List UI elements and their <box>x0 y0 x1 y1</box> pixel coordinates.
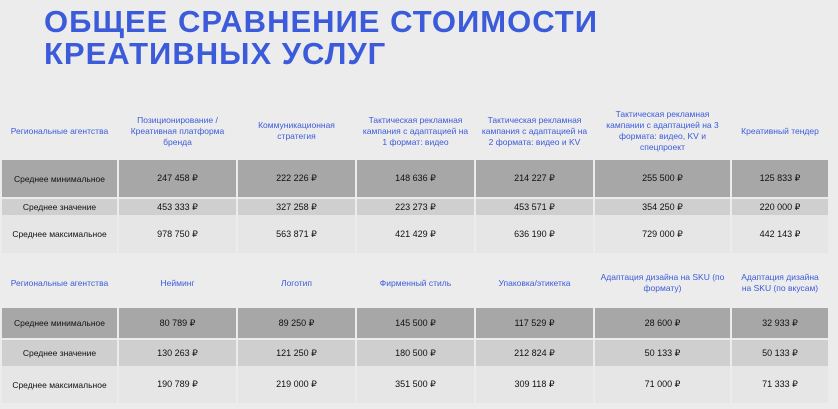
table-cell: 190 789 ₽ <box>119 366 236 403</box>
table-cell: 80 789 ₽ <box>119 308 236 338</box>
table-header-row <box>2 102 828 160</box>
table-cell: 32 933 ₽ <box>732 308 828 338</box>
table-cell: 71 333 ₽ <box>732 366 828 403</box>
table-cell: 247 458 ₽ <box>119 160 236 197</box>
table-cell: 148 636 ₽ <box>357 160 474 197</box>
header-cell: Региональные агентства <box>10 125 109 136</box>
table-cell: 89 250 ₽ <box>238 308 355 338</box>
header-cell: Позиционирование / Креативная платформа бренда <box>130 114 225 147</box>
row-label: Среднее значение <box>2 340 117 366</box>
table-header-row <box>2 258 828 308</box>
table-cell: 453 333 ₽ <box>119 199 236 215</box>
strategy-cost-table <box>0 102 830 253</box>
table-row <box>2 160 828 197</box>
table-cell: 351 500 ₽ <box>357 366 474 403</box>
table-cell: 212 824 ₽ <box>476 340 593 366</box>
table-cell: 28 600 ₽ <box>595 308 730 338</box>
table-cell: 255 500 ₽ <box>595 160 730 197</box>
row-label: Среднее минимальное <box>2 308 117 338</box>
table-row <box>2 366 828 403</box>
table-cell: 563 871 ₽ <box>238 215 355 253</box>
table-cell: 71 000 ₽ <box>595 366 730 403</box>
header-cell: Упаковка/этикетка <box>498 277 571 288</box>
table-cell: 729 000 ₽ <box>595 215 730 253</box>
table-cell: 421 429 ₽ <box>357 215 474 253</box>
table-row <box>2 308 828 338</box>
table-cell: 50 133 ₽ <box>595 340 730 366</box>
table-cell: 130 263 ₽ <box>119 340 236 366</box>
header-cell: Коммуникационная стратегия <box>258 120 335 141</box>
title-line-1: ОБЩЕЕ СРАВНЕНИЕ СТОИМОСТИ <box>44 4 599 39</box>
header-cell: Креативный тендер <box>741 125 819 136</box>
table-cell: 354 250 ₽ <box>595 199 730 215</box>
table-cell: 50 133 ₽ <box>732 340 828 366</box>
table-cell: 214 227 ₽ <box>476 160 593 197</box>
header-cell: Тактическая рекламная кампания с адаптацией на 1 формат: видео <box>362 114 469 147</box>
row-label: Среднее максимальное <box>2 215 117 253</box>
table-cell: 145 500 ₽ <box>357 308 474 338</box>
table-cell: 223 273 ₽ <box>357 199 474 215</box>
table-cell: 442 143 ₽ <box>732 215 828 253</box>
table-cell: 309 118 ₽ <box>476 366 593 403</box>
table-row <box>2 215 828 253</box>
table-row <box>2 340 828 366</box>
header-cell: Адаптация дизайна на SKU (по формату) <box>600 272 725 293</box>
table-cell: 219 000 ₽ <box>238 366 355 403</box>
header-cell: Фирменный стиль <box>379 277 452 288</box>
table-cell: 222 226 ₽ <box>238 160 355 197</box>
table-cell: 121 250 ₽ <box>238 340 355 366</box>
table-cell: 636 190 ₽ <box>476 215 593 253</box>
design-cost-table <box>0 258 830 403</box>
table-cell: 978 750 ₽ <box>119 215 236 253</box>
table-row <box>2 199 828 215</box>
row-label: Среднее минимальное <box>2 160 117 197</box>
header-cell: Тактическая рекламная кампания с адаптацией на 2 формата: видео и KV <box>481 114 588 147</box>
row-label: Среднее максимальное <box>2 366 117 403</box>
row-label: Среднее значение <box>2 199 117 215</box>
header-cell: Адаптация дизайна на SKU (по вкусам) <box>741 272 819 293</box>
table-cell: 327 258 ₽ <box>238 199 355 215</box>
header-cell: Тактическая рекламная кампании с адаптацией на 3 формата: видео, KV и спецпроект <box>606 109 719 152</box>
page-title <box>44 6 598 70</box>
title-line-2: КРЕАТИВНЫХ УСЛУГ <box>44 36 387 71</box>
table-cell: 125 833 ₽ <box>732 160 828 197</box>
header-cell: Нейминг <box>160 277 195 288</box>
table-cell: 117 529 ₽ <box>476 308 593 338</box>
table-cell: 180 500 ₽ <box>357 340 474 366</box>
header-cell: Региональные агентства <box>10 277 109 288</box>
header-cell: Логотип <box>280 277 312 288</box>
table-cell: 453 571 ₽ <box>476 199 593 215</box>
table-cell: 220 000 ₽ <box>732 199 828 215</box>
